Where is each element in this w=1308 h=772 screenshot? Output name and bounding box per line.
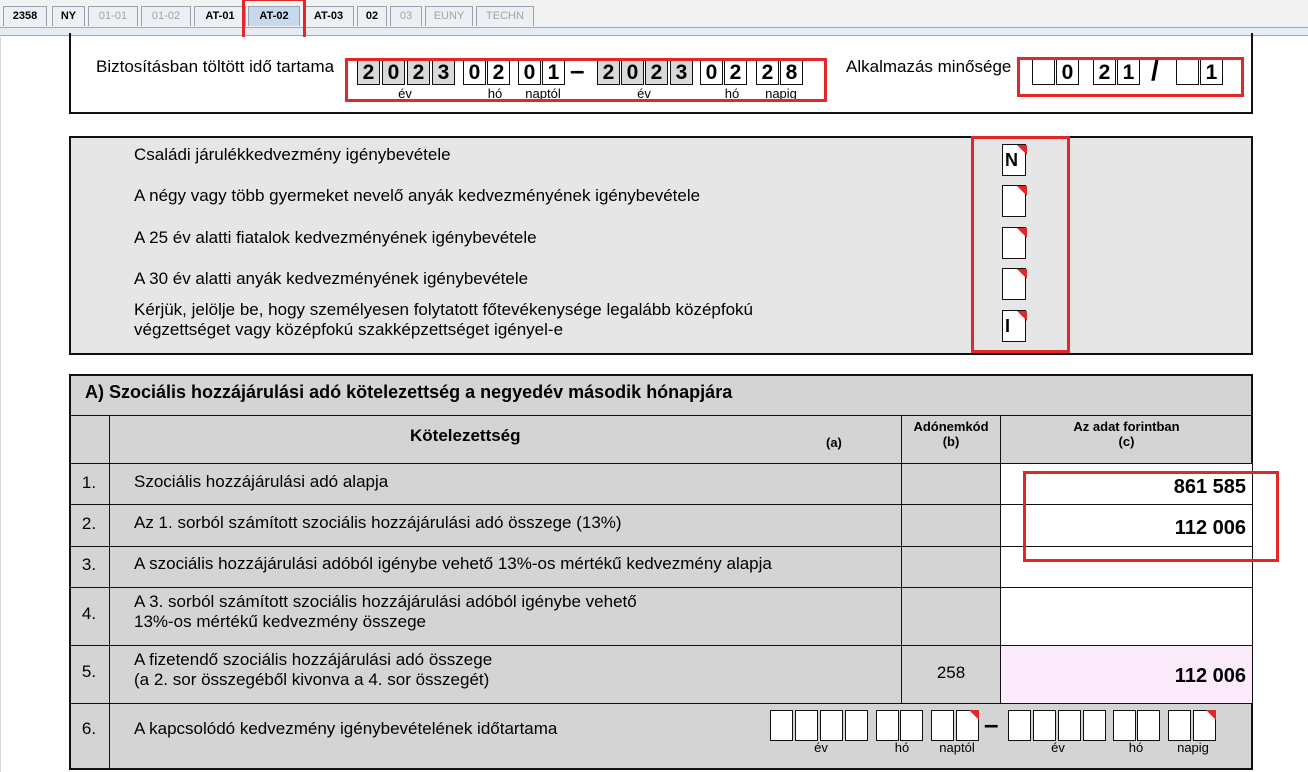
caption-year: év (1051, 740, 1065, 755)
period-to-year-digit[interactable]: 2 (645, 59, 668, 85)
grid-line (69, 415, 1253, 416)
row-value-input[interactable] (1001, 547, 1252, 587)
employment-code-digit[interactable]: 1 (1117, 59, 1140, 85)
row-value-input[interactable] (1001, 588, 1252, 645)
row6-to-year-digit[interactable] (1033, 710, 1056, 741)
period-to-day-digit[interactable]: 2 (756, 59, 779, 85)
field-marker-icon (1206, 710, 1216, 720)
benefit-label-line1: Kérjük, jelölje be, hogy személyesen folytatott főtevékenysége legalább középfokú (134, 300, 753, 319)
row-value-input[interactable]: 112 006 (1001, 505, 1252, 546)
employment-suffix-digit[interactable] (1176, 59, 1199, 85)
benefit-checkbox[interactable]: N (1002, 144, 1026, 176)
period-from-year-digit[interactable]: 2 (407, 59, 430, 85)
caption-year: év (814, 740, 828, 755)
benefit-label: Családi járulékkedvezmény igénybevétele (134, 145, 451, 164)
caption-day-from: naptól (939, 740, 975, 755)
employment-code-digit[interactable]: 2 (1093, 59, 1116, 85)
row6-to-year-digit[interactable] (1083, 710, 1106, 741)
row-number: 5. (81, 662, 97, 681)
row-label-line1: A fizetendő szociális hozzájárulási adó összege (134, 650, 493, 669)
row6-from-year-digit[interactable] (845, 710, 868, 741)
row-value-input[interactable]: 112 006 (1001, 646, 1252, 703)
col-a-sub: (a) (826, 435, 842, 450)
field-marker-icon (1017, 228, 1027, 238)
caption-day-to: napig (1177, 740, 1209, 755)
row6-dash: – (984, 709, 999, 739)
caption-month: hó (724, 86, 740, 101)
tab-ny[interactable]: NY (52, 6, 85, 26)
caption-day-from: naptól (525, 86, 561, 101)
caption-year: év (398, 86, 412, 101)
col-a-header: Kötelezettség (410, 426, 521, 445)
tab-01-02[interactable]: 01-02 (141, 6, 191, 26)
grid-line (901, 415, 902, 703)
row6-to-year-digit[interactable] (1008, 710, 1031, 741)
row-label: A kapcsolódó kedvezmény igénybevételének időtartama (134, 719, 558, 738)
col-c-sub: (c) (1118, 434, 1135, 449)
section-a-title: A) Szociális hozzájárulási adó kötelezettség a negyedév második hónapjára (85, 382, 733, 402)
employment-code-digit[interactable] (1032, 59, 1055, 85)
caption-day-to: napig (765, 86, 797, 101)
form-page (0, 37, 1308, 772)
row6-to-day-digit[interactable] (1168, 710, 1191, 741)
period-to-year-digit[interactable]: 0 (621, 59, 644, 85)
row-label: A szociális hozzájárulási adóból igénybe vehető 13%-os mértékű kedvezmény alapja (134, 554, 772, 573)
tab-techn[interactable]: TECHN (476, 6, 534, 26)
row6-from-day-digit[interactable] (956, 710, 979, 741)
employment-code-digit[interactable]: 0 (1056, 59, 1079, 85)
tab-at-02[interactable]: AT-02 (248, 6, 300, 26)
row-label-line1: A 3. sorból számított szociális hozzájárulási adóból igénybe vehető (134, 592, 637, 611)
row-label-line2: (a 2. sor összegéből kivonva a 4. sor összegét) (134, 670, 490, 689)
caption-month: hó (1128, 740, 1144, 755)
grid-line (109, 415, 110, 770)
row-value-input[interactable]: 861 585 (1001, 464, 1252, 504)
field-marker-icon (969, 710, 979, 720)
field-marker-icon (1017, 269, 1027, 279)
row6-from-year-digit[interactable] (770, 710, 793, 741)
period-from-day-digit[interactable]: 1 (542, 59, 565, 85)
period-from-day-digit[interactable]: 0 (518, 59, 541, 85)
tab-02[interactable]: 02 (357, 6, 387, 26)
period-to-month-digit[interactable]: 2 (724, 59, 747, 85)
tab-euny[interactable]: EUNY (425, 6, 473, 26)
employment-slash: / (1151, 55, 1159, 86)
caption-year: év (637, 86, 651, 101)
benefit-label: A 30 év alatti anyák kedvezményének igénybevétele (134, 269, 529, 288)
period-to-day-digit[interactable]: 8 (780, 59, 803, 85)
field-marker-icon (1017, 186, 1027, 196)
period-to-month-digit[interactable]: 0 (700, 59, 723, 85)
benefit-label-line2: végzettséget vagy középfokú szakképzettséget igényel-e (134, 320, 564, 339)
row6-from-day-digit[interactable] (931, 710, 954, 741)
row6-to-year-digit[interactable] (1058, 710, 1081, 741)
row6-from-month-digit[interactable] (876, 710, 899, 741)
period-from-year-digit[interactable]: 3 (432, 59, 455, 85)
benefit-label: A 25 év alatti fiatalok kedvezményének igénybevétele (134, 228, 537, 247)
caption-month: hó (894, 740, 910, 755)
row-tax-code: 258 (936, 663, 966, 682)
row-label: Az 1. sorból számított szociális hozzájárulási adó összege (13%) (134, 513, 622, 532)
employment-label: Alkalmazás minősége (846, 57, 1012, 76)
caption-month: hó (487, 86, 503, 101)
row6-from-year-digit[interactable] (795, 710, 818, 741)
benefit-checkbox[interactable]: I (1002, 310, 1026, 342)
benefit-label: A négy vagy több gyermeket nevelő anyák kedvezményének igénybevétele (134, 186, 701, 205)
tab-2358[interactable]: 2358 (3, 6, 47, 26)
row-number: 6. (81, 719, 97, 738)
row6-to-month-digit[interactable] (1137, 710, 1160, 741)
period-to-year-digit[interactable]: 2 (597, 59, 620, 85)
row6-to-month-digit[interactable] (1113, 710, 1136, 741)
field-marker-icon (1017, 311, 1027, 321)
period-from-year-digit[interactable]: 2 (357, 59, 380, 85)
row-number: 1. (81, 473, 97, 492)
tab-bar (0, 0, 1308, 28)
tab-at-01[interactable]: AT-01 (194, 6, 246, 26)
row-number: 4. (81, 604, 97, 623)
col-b-header: Adónemkód (913, 419, 989, 434)
period-dash: – (570, 55, 585, 85)
grid-line (69, 703, 1253, 704)
tab-01-01[interactable]: 01-01 (88, 6, 138, 26)
period-from-month-digit[interactable]: 0 (463, 59, 486, 85)
row-number: 2. (81, 514, 97, 533)
col-c-header: Az adat forintban (1073, 419, 1180, 434)
period-to-year-digit[interactable]: 3 (670, 59, 693, 85)
col-b-sub: (b) (942, 434, 960, 449)
row6-to-day-digit[interactable] (1193, 710, 1216, 741)
tab-at-03[interactable]: AT-03 (303, 6, 354, 26)
field-marker-icon (1017, 145, 1027, 155)
row6-from-year-digit[interactable] (820, 710, 843, 741)
employment-suffix-digit[interactable]: 1 (1200, 59, 1223, 85)
period-label: Biztosításban töltött idő tartama (96, 57, 335, 76)
row-number: 3. (81, 555, 97, 574)
tab-03[interactable]: 03 (390, 6, 422, 26)
period-from-month-digit[interactable]: 2 (487, 59, 510, 85)
row-label-line2: 13%-os mértékű kedvezmény összege (134, 612, 426, 631)
row6-from-month-digit[interactable] (900, 710, 923, 741)
row-label: Szociális hozzájárulási adó alapja (134, 472, 389, 491)
period-from-year-digit[interactable]: 0 (382, 59, 405, 85)
